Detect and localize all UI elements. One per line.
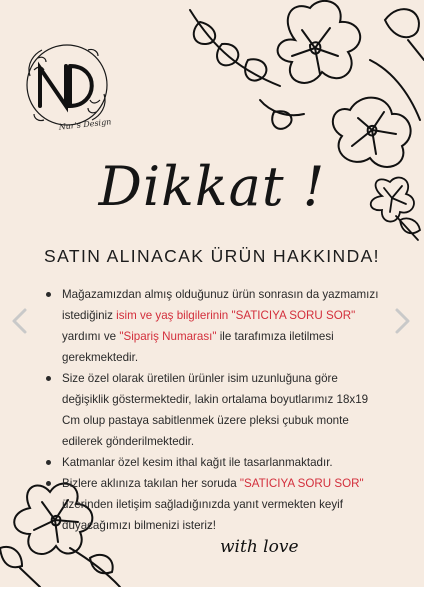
next-image-button[interactable]: [390, 306, 414, 336]
info-list: [40, 284, 380, 536]
brand-name: Nur's Design: [58, 117, 112, 132]
page-subtitle: SATIN ALINACAK ÜRÜN HAKKINDA!: [44, 246, 380, 266]
bullet-text: üzerinden iletişim sağladığınızda yanıt vermekten keyif duyacağımızı bilmenizi isteriz!: [62, 498, 343, 532]
page-title: Dikkat !: [98, 155, 326, 218]
highlight-text: "Sipariş Numarası": [119, 330, 217, 343]
highlight-text: "SATICIYA SORU SOR": [239, 477, 364, 490]
list-item: [40, 473, 380, 536]
previous-image-button[interactable]: [8, 306, 32, 336]
chevron-left-icon: [8, 306, 32, 336]
list-item: [40, 452, 380, 473]
signoff-text: with love: [220, 537, 299, 557]
bullet-text: Bizlere aklınıza takılan her soruda: [62, 477, 240, 490]
bullet-text: Size özel olarak üretilen ürünler isim uzunluğuna göre değişiklik göstermektedir, lakin ortalama boyutlarımız 18x19 Cm olup pastaya sabitlenmek üzere pleksi çubuk monte edilerek gönderilmektedir.: [62, 372, 369, 448]
bullet-text: Mağazamızdan almış olduğunuz ürün sonrasın da yazmamızı istediğiniz: [62, 288, 379, 322]
list-item: [40, 284, 380, 368]
list-item: [40, 368, 380, 452]
floral-decoration-icon: [170, 0, 424, 175]
bullet-text: ile tarafımıza iletilmesi gerekmektedir.: [62, 330, 334, 364]
chevron-right-icon: [390, 306, 414, 336]
bullet-text: Katmanlar özel kesim ithal kağıt ile tasarlanmaktadır.: [62, 456, 333, 469]
page-footer-gap: [0, 587, 424, 600]
brand-logo: [18, 36, 116, 134]
bullet-text: yardımı ve: [62, 330, 120, 343]
highlight-text: isim ve yaş bilgilerinin "SATICIYA SORU SOR": [116, 309, 356, 322]
